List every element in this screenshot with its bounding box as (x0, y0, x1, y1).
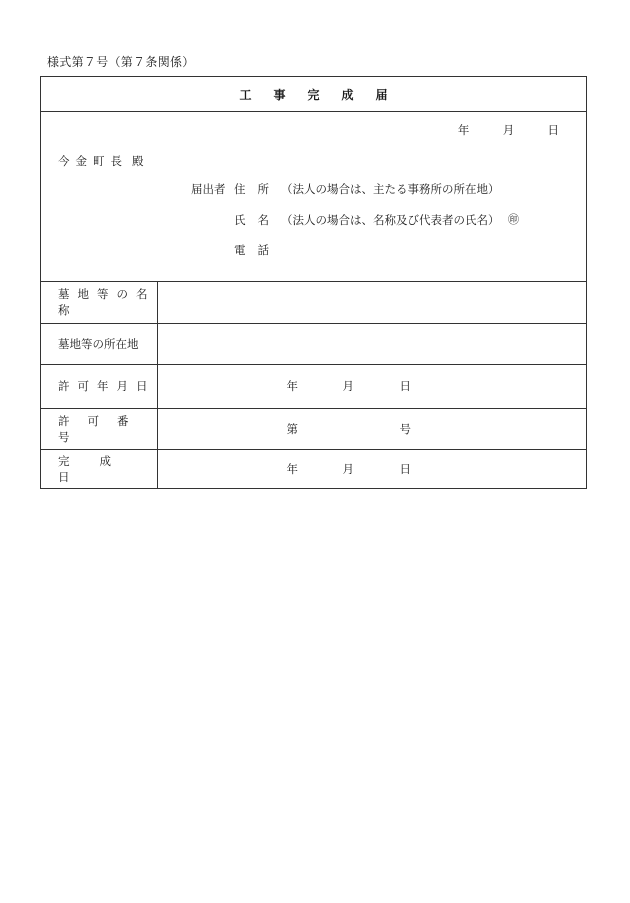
permit-date-field[interactable] (157, 364, 586, 408)
applicant-label: 届出者 (191, 182, 226, 196)
completion-form (40, 76, 587, 489)
form-number: 様式第７号（第７条関係） (47, 55, 195, 69)
permit-number-field[interactable] (157, 408, 586, 449)
addressee-suffix: 殿 (132, 154, 150, 168)
completion-date-field[interactable] (157, 449, 586, 489)
table-row (41, 408, 586, 449)
date-day-label: 日 (547, 123, 559, 137)
addressee (58, 153, 150, 169)
form-title: 工事完成届 (41, 77, 586, 112)
permit-day-label: 日 (399, 379, 411, 393)
detail-table (41, 282, 586, 489)
cemetery-name-field[interactable] (157, 282, 586, 323)
table-row (41, 282, 586, 323)
date-year-label: 年 (457, 123, 470, 137)
submission-date (458, 122, 559, 138)
header-block (41, 112, 586, 282)
permit-month-label: 月 (342, 379, 354, 393)
completion-month-label: 月 (342, 462, 354, 477)
name-label: 氏名 (234, 213, 281, 227)
permit-date-label: 許可年月日 (41, 364, 157, 408)
permit-number-label: 許可番号 (41, 408, 157, 449)
permit-number-suffix: 号 (399, 421, 411, 436)
date-month-label: 月 (502, 123, 515, 137)
addressee-name: 今金町長 (58, 154, 128, 168)
cemetery-location-label: 墓地等の所在地 (41, 323, 157, 364)
table-row (41, 323, 586, 364)
permit-year-label: 年 (286, 379, 298, 393)
telephone-label: 電話 (234, 243, 281, 257)
table-row (41, 449, 586, 489)
table-row (41, 364, 586, 408)
completion-day-label: 日 (399, 462, 411, 477)
cemetery-location-field[interactable] (157, 323, 586, 364)
completion-year-label: 年 (286, 462, 298, 477)
address-note: （法人の場合は、主たる事務所の所在地） (281, 182, 500, 196)
completion-date-label: 完成日 (41, 449, 157, 489)
address-label: 住所 (234, 182, 281, 196)
cemetery-name-label: 墓地等の名称 (41, 282, 157, 323)
seal-mark: ㊞ (508, 213, 519, 226)
permit-number-prefix: 第 (286, 421, 298, 436)
name-note: （法人の場合は、名称及び代表者の氏名） (281, 213, 500, 227)
